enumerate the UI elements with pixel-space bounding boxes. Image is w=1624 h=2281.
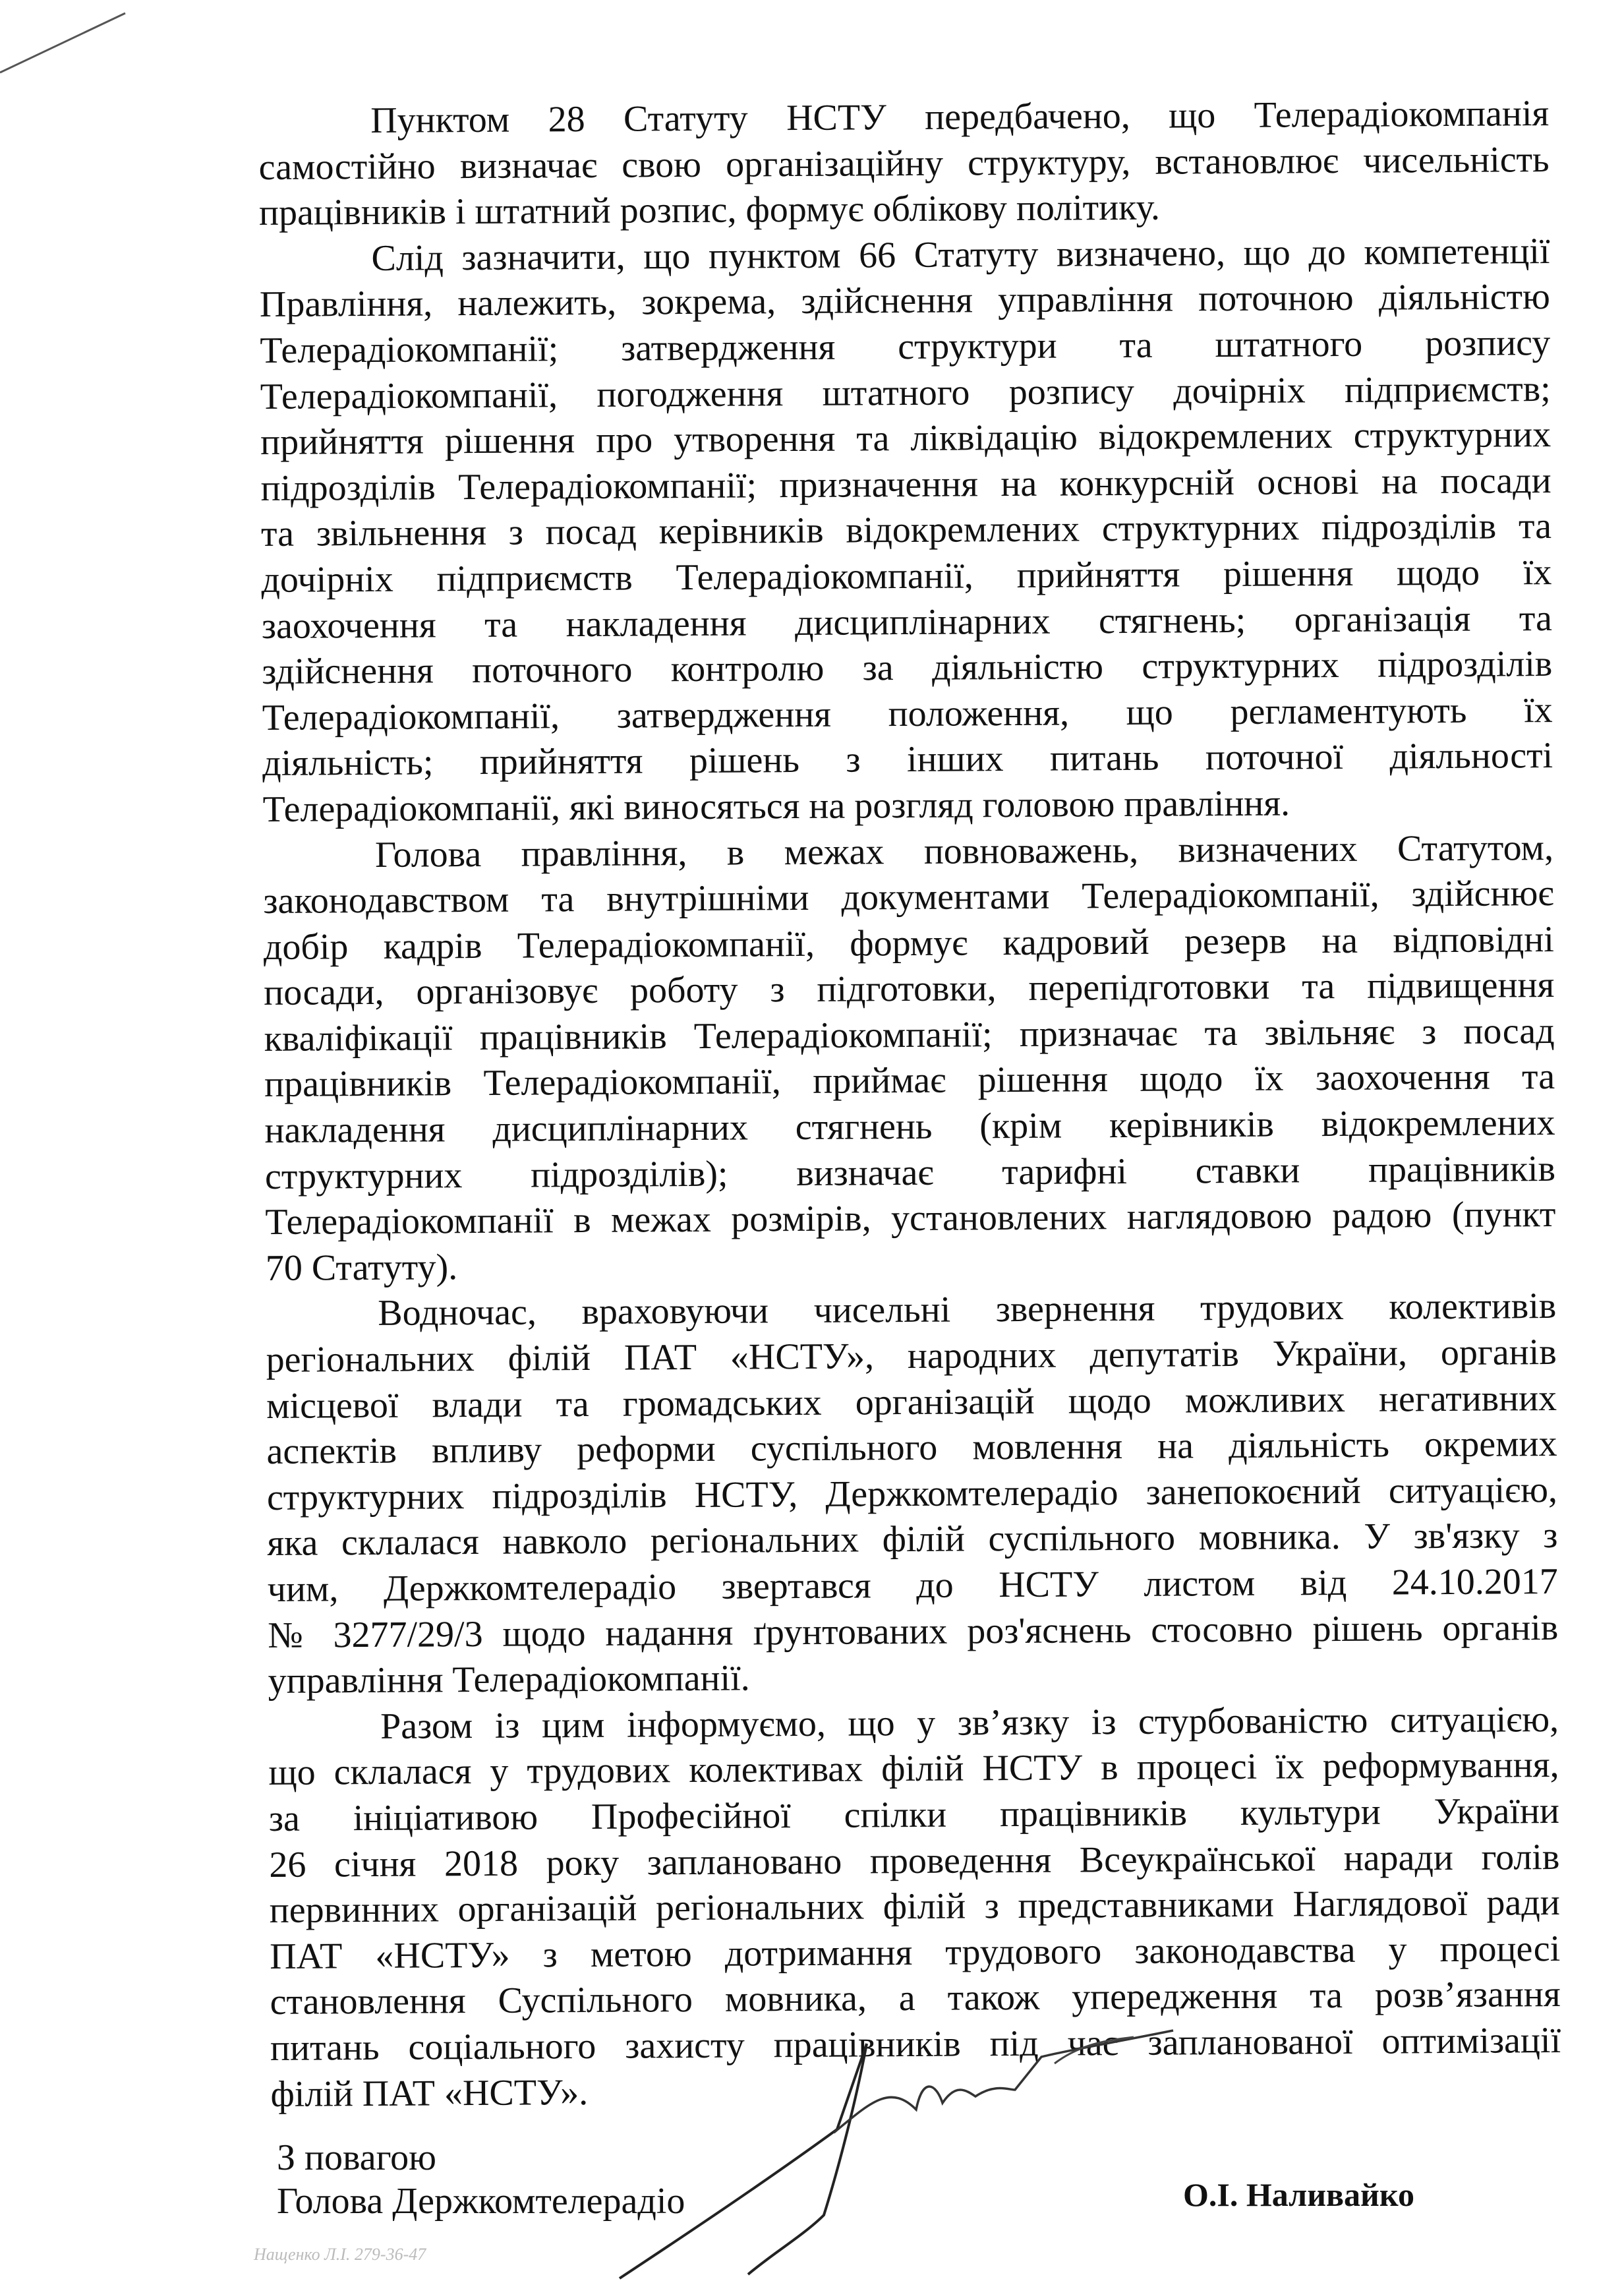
text-line: філій ПАТ «НСТУ». (270, 2071, 589, 2115)
text-line: Телерадіокомпанії в межах розмірів, установлених наглядовою радою (пункт (265, 1194, 1556, 1243)
text-line: накладення дисциплінарних стягнень (крім керівників відокремлених (264, 1102, 1555, 1152)
text-line: підрозділів Телерадіокомпанії; призначення на конкурсній основі на посади (260, 459, 1552, 509)
text-line: місцевої влади та громадських організацій щодо можливих негативних (266, 1377, 1557, 1427)
text-line: структурних підрозділів НСТУ, Держкомтелерадіо занепокоєний ситуацією, (266, 1469, 1558, 1518)
text-line: самостійно визначає свою організаційну структуру, встановлює чисельність (258, 138, 1550, 188)
text-line: аспектів впливу реформи суспільного мовлення на діяльність окремих (266, 1423, 1557, 1473)
text-line: Пунктом 28 Статуту НСТУ передбачено, що Телерадіокомпанія (370, 93, 1550, 141)
paragraph (266, 1284, 1559, 1704)
text-line: здійснення поточного контролю за діяльністю структурних підрозділів (262, 643, 1553, 693)
scan-edge-mark (0, 0, 132, 79)
paragraph (258, 91, 1550, 237)
text-line: законодавством та внутрішніми документами Телерадіокомпанії, здійснює (263, 873, 1554, 922)
text-line: Водночас, враховуючи чисельні звернення трудових колективів (378, 1286, 1557, 1334)
text-line: Телерадіокомпанії, які виносяться на розгляд головою правління. (262, 783, 1290, 830)
text-line: структурних підрозділів); визначає тарифні ставки працівників (264, 1148, 1556, 1197)
text-line: № 3277/29/3 щодо надання ґрунтованих роз'яснень стосовно рішень органів (268, 1607, 1559, 1656)
paragraph (263, 825, 1556, 1292)
text-line: Правління, належить, зокрема, здійснення управління поточною діяльністю (259, 276, 1551, 326)
text-line: добір кадрів Телерадіокомпанії, формує кадровий резерв на відповідні (263, 918, 1555, 968)
text-line: кваліфікації працівників Телерадіокомпанії; призначає та звільняє з посад (264, 1010, 1555, 1059)
text-line: прийняття рішення про утворення та ліквідацію відокремлених структурних (260, 414, 1552, 463)
text-line: Голова правління, в межах повноважень, визначених Статутом, (374, 827, 1554, 875)
text-line: питань соціального захисту працівників під час запланованої оптимізації (270, 2019, 1561, 2069)
text-line: Телерадіокомпанії, погодження штатного розпису дочірніх підприємств; (260, 368, 1551, 417)
text-line: Телерадіокомпанії; затвердження структури та штатного розпису (260, 322, 1551, 371)
text-line: за ініціативою Професійної спілки працівників культури України (268, 1790, 1560, 1839)
handwritten-signature (606, 2017, 1200, 2281)
text-line: становлення Суспільного мовника, а також упередження та розв’язання (270, 1974, 1561, 2023)
text-line: заохочення та накладення дисциплінарних стягнень; організація та (261, 597, 1553, 647)
text-line: працівників і штатний розпис, формує облікову політику. (258, 187, 1161, 234)
closing-regards: З повагою (277, 2137, 436, 2178)
text-line: ПАТ «НСТУ» з метою дотримання трудового законодавства у процесі (270, 1928, 1561, 1977)
text-line: Слід зазначити, що пунктом 66 Статуту визначено, що до компетенції (371, 230, 1550, 279)
text-line: що склалася у трудових колективах філій НСТУ в процесі їх реформування, (268, 1744, 1559, 1794)
text-line: та звільнення з посад керівників відокремлених структурних підрозділів та (260, 506, 1552, 555)
letter-body (258, 91, 1561, 2118)
text-line: управління Телерадіокомпанії. (268, 1657, 750, 1702)
paragraph (259, 229, 1553, 833)
text-line: первинних організацій регіональних філій з представниками Наглядової ради (269, 1882, 1560, 1932)
signatory-name: О.І. Наливайко (1183, 2176, 1415, 2213)
executor-note: Нащенко Л.І. 279-36-47 (254, 2245, 426, 2264)
text-line: посади, організовує роботу з підготовки, перепідготовки та підвищення (264, 964, 1555, 1014)
text-line: яка склалася навколо регіональних філій суспільного мовника. У зв'язку з (267, 1515, 1558, 1564)
text-line: дочірніх підприємств Телерадіокомпанії, прийняття рішення щодо їх (261, 551, 1552, 601)
text-line: 70 Статуту). (265, 1247, 458, 1289)
text-line: діяльність; прийняття рішень з інших питань поточної діяльності (262, 735, 1553, 785)
text-line: регіональних філій ПАТ «НСТУ», народних депутатів України, органів (266, 1332, 1557, 1380)
closing-position: Голова Держкомтелерадіо (277, 2181, 685, 2222)
text-line: чим, Держкомтелерадіо звертався до НСТУ листом від 24.10.2017 (267, 1560, 1558, 1610)
text-line: Телерадіокомпанії, затвердження положення, що регламентують їх (262, 689, 1553, 738)
text-line: працівників Телерадіокомпанії, приймає рішення щодо їх заохочення та (264, 1056, 1555, 1106)
text-line: Разом із цим інформуємо, що у зв’язку із стурбованістю ситуацією, (380, 1698, 1559, 1747)
text-line: 26 січня 2018 року заплановано проведення Всеукраїнської наради голів (269, 1836, 1560, 1885)
